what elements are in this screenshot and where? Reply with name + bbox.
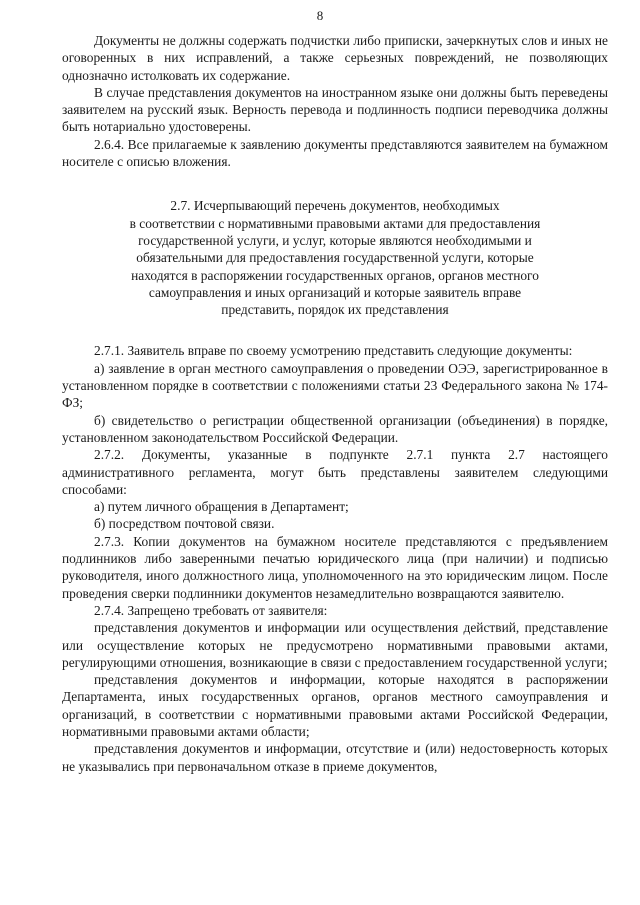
- heading-line: в соответствии с нормативными правовыми актами для предоставления: [129, 215, 541, 231]
- heading-line: находятся в распоряжении государственных органов, органов местного: [131, 267, 539, 283]
- paragraph: представления документов и информации, которые находятся в распоряжении Департамента, иных государственных органов, органов местного самоуправления и организаций, в соответствии с нормативными правовыми актами Российской Федерации, нормативными правовыми актами области;: [62, 672, 608, 739]
- paragraph: представления документов и информации, отсутствие и (или) недостоверность которых не указывались при первоначальном отказе в приеме документов,: [62, 741, 608, 774]
- paragraph: 2.6.4. Все прилагаемые к заявлению документы представляются заявителем на бумажном носителе с описью вложения.: [62, 136, 608, 170]
- paragraph: 2.7.1. Заявитель вправе по своему усмотрению представить следующие документы:: [94, 343, 573, 359]
- heading-line: государственной услуги, и услуг, которые являются необходимыми и: [138, 232, 532, 248]
- paragraph: В случае представления документов на иностранном языке они должны быть переведены заявителем на русский язык. Верность перевода и подлинность подписи переводчика должны быть нотариально удостоверены.: [62, 84, 608, 135]
- paragraph: Документы не должны содержать подчистки либо приписки, зачеркнутых слов и иных не оговоренных в них исправлений, а также серьезных повреждений, не позволяющих однозначно истолковать их содержание.: [62, 33, 608, 83]
- paragraph: а) путем личного обращения в Департамент;: [94, 499, 349, 515]
- document-body: [62, 32, 608, 775]
- page-number: 8: [316, 8, 324, 23]
- paragraph: 2.7.3. Копии документов на бумажном носителе представляются с предъявлением подлинников либо заверенными печатью юридического лица (при наличии) и подписью руководителя, иного должностного лица, уполномоченного на это юридическим лицом. После проведения сверки подлинники документов незамедлительно возвращаются заявителю.: [62, 533, 608, 601]
- paragraph: 2.7.2. Документы, указанные в подпункте 2.7.1 пункта 2.7 настоящего административного регламента, могут быть представлены заявителем следующими способами:: [62, 447, 608, 497]
- paragraph: б) свидетельство о регистрации общественной организации (объединения) в порядке, установленном законодательством Российской Федерации.: [62, 412, 608, 445]
- heading-line: обязательными для предоставления государственной услуги, которые: [136, 250, 534, 266]
- paragraph: представления документов и информации или осуществления действий, представление или осуществление которых не предусмотрено нормативными правовыми актами, регулирующими отношения, возникающие в связи с предоставлением государственной услуги;: [62, 620, 608, 670]
- paragraph: а) заявление в орган местного самоуправления о проведении ОЭЭ, зарегистрированное в установленном порядке в соответствии с положениями статьи 23 Федерального закона № 174-ФЗ;: [62, 360, 608, 411]
- paragraph: 2.7.4. Запрещено требовать от заявителя:: [94, 602, 328, 618]
- heading-line: 2.7. Исчерпывающий перечень документов, необходимых: [170, 198, 500, 214]
- heading-line: самоуправления и иных организаций и которые заявитель вправе: [148, 284, 522, 300]
- section-heading: [62, 197, 608, 318]
- paragraph: б) посредством почтовой связи.: [94, 516, 275, 532]
- heading-line: представить, порядок их представления: [221, 302, 449, 318]
